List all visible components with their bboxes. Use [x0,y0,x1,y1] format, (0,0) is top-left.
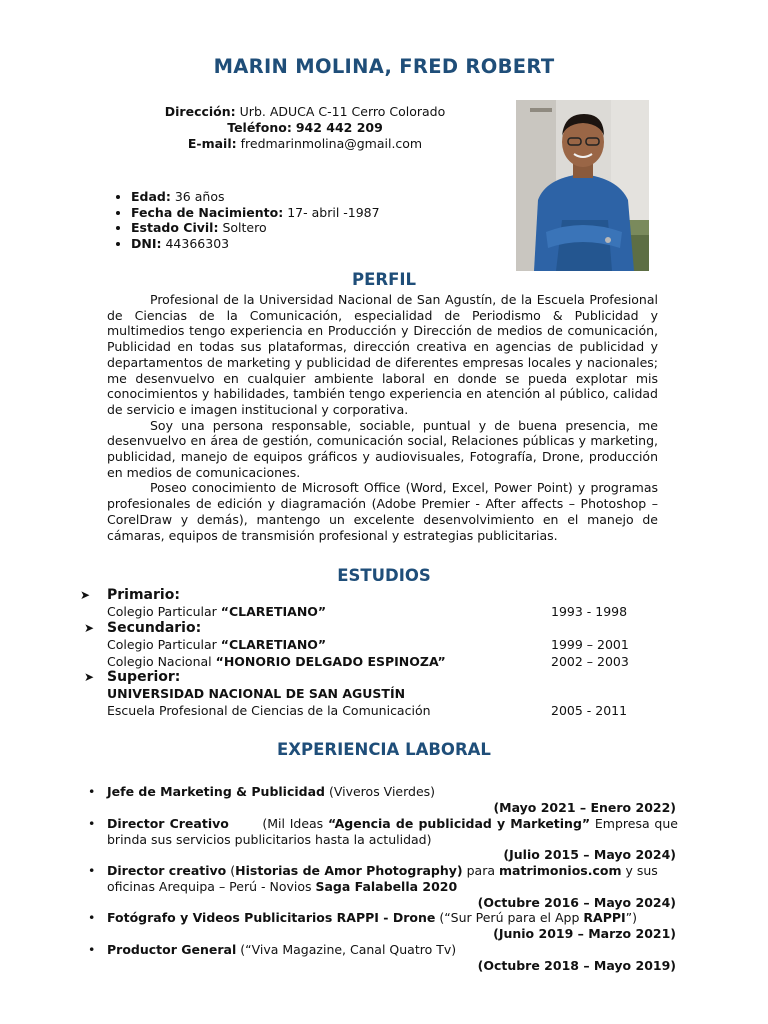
years-secundario-2: 2002 – 2003 [551,654,629,669]
experience-role: Director creativo [107,863,227,878]
info-value: 44366303 [165,236,230,252]
list-item [131,236,380,252]
address-label: Dirección: [164,104,236,119]
info-label: DNI: [131,236,162,252]
arrow-bullet-icon: ➤ [84,621,95,635]
profile-paragraph: Soy una persona responsable, sociable, puntual y de buena presencia, me desenvuelvo en área de gestión, comunicación social, Relaciones públicas y marketing, publicidad, manejo de equipos gráficos y audiovisuales, Fotografía, Drone, producción en medios de comunicaciones. [107,417,658,480]
years-superior: 2005 - 2011 [551,703,628,718]
profile-paragraph: Profesional de la Universidad Nacional de San Agustín, de la Escuela Profesional de Ciencias de la Comunicación, especialidad de Periodismo & Publicidad y multimedios tengo experiencia en Producción y Dirección de medios de comunicación, Publicidad en todas sus plataformas, dirección creativa en agencias de publicidad y departamentos de marketing y publicidad de diferentes empresas locales y nacionales; me desenvuelvo en cualquier ambiente laboral en donde se pueda explotar mis conocimientos y habilidades, también tengo experiencia en atención al público, calidad de servicio e imagen institucional y corporativa. [107,292,658,417]
email-label: E-mail: [187,136,237,151]
bullet-icon: • [88,910,96,925]
years-primario: 1993 - 1998 [551,604,628,619]
personal-info-list [112,189,380,252]
phone-line [120,120,490,136]
email-value: fredmarinmolina@gmail.com [240,136,423,151]
info-value: 17- abril -1987 [287,204,380,220]
phone-label: Teléfono: [227,120,292,135]
section-heading-experiencia: EXPERIENCIA LABORAL [277,740,491,759]
info-value: Soltero [222,220,267,236]
experience-dates: (Junio 2019 – Marzo 2021) [493,926,676,941]
experience-role: Fotógrafo y Videos Publicitarios RAPPI - Drone [107,910,436,925]
level-superior: Superior: [107,669,181,685]
arrow-bullet-icon: ➤ [84,670,95,684]
list-item [131,220,380,236]
info-value: 36 años [174,189,225,204]
list-item [131,205,380,221]
bullet-icon: • [88,942,96,957]
section-heading-perfil: PERFIL [352,270,416,289]
experience-role: Director Creativo [107,816,229,831]
school-primario: Colegio Particular “CLARETIANO” [107,604,327,619]
profile-photo [516,100,649,271]
experience-role: Jefe de Marketing & Publicidad [107,784,325,799]
school-superior: Escuela Profesional de Ciencias de la Comunicación [107,703,431,718]
phone-value: 942 442 209 [295,120,383,135]
section-heading-estudios: ESTUDIOS [337,566,431,585]
school-secundario-2: Colegio Nacional “HONORIO DELGADO ESPINOZA” [107,654,446,669]
info-label: Estado Civil: [131,220,219,236]
level-primario: Primario: [107,587,180,603]
profile-text [107,292,658,543]
address-line [120,104,490,120]
experience-dates: (Mayo 2021 – Enero 2022) [493,800,676,815]
bullet-icon: • [88,863,96,878]
profile-paragraph: Poseo conocimiento de Microsoft Office (Word, Excel, Power Point) y programas profesionales de edición y diagramación (Adobe Premier - After affects – Photoshop – CorelDraw y demás), mantengo un excelente desenvolvimiento en el manejo de cámaras, equipos de transmisión profesional y estrategias publicitarias. [107,480,658,543]
experience-role: Productor General [107,942,237,957]
experience-dates: (Julio 2015 – Mayo 2024) [503,847,676,862]
page-title: MARIN MOLINA, FRED ROBERT [213,55,555,78]
bullet-icon: • [88,816,96,831]
info-label: Edad: [131,189,171,204]
info-label: Fecha de Nacimiento: [131,204,284,220]
experience-detail: (“Viva Magazine, Canal Quatro Tv) [240,942,457,957]
email-line [120,136,490,152]
experience-dates: (Octubre 2018 – Mayo 2019) [477,958,676,973]
arrow-bullet-icon: ➤ [80,588,91,602]
years-secundario-1: 1999 – 2001 [551,637,629,652]
school-secundario-1: Colegio Particular “CLARETIANO” [107,637,327,652]
bullet-icon: • [88,784,96,799]
experience-detail: (Viveros Vierdes) [328,784,436,799]
level-secundario: Secundario: [107,620,202,636]
address-value: Urb. ADUCA C-11 Cerro Colorado [239,104,446,119]
experience-dates: (Octubre 2016 – Mayo 2024) [477,895,676,910]
list-item [131,189,380,205]
university-name: UNIVERSIDAD NACIONAL DE SAN AGUSTÍN [107,686,406,701]
